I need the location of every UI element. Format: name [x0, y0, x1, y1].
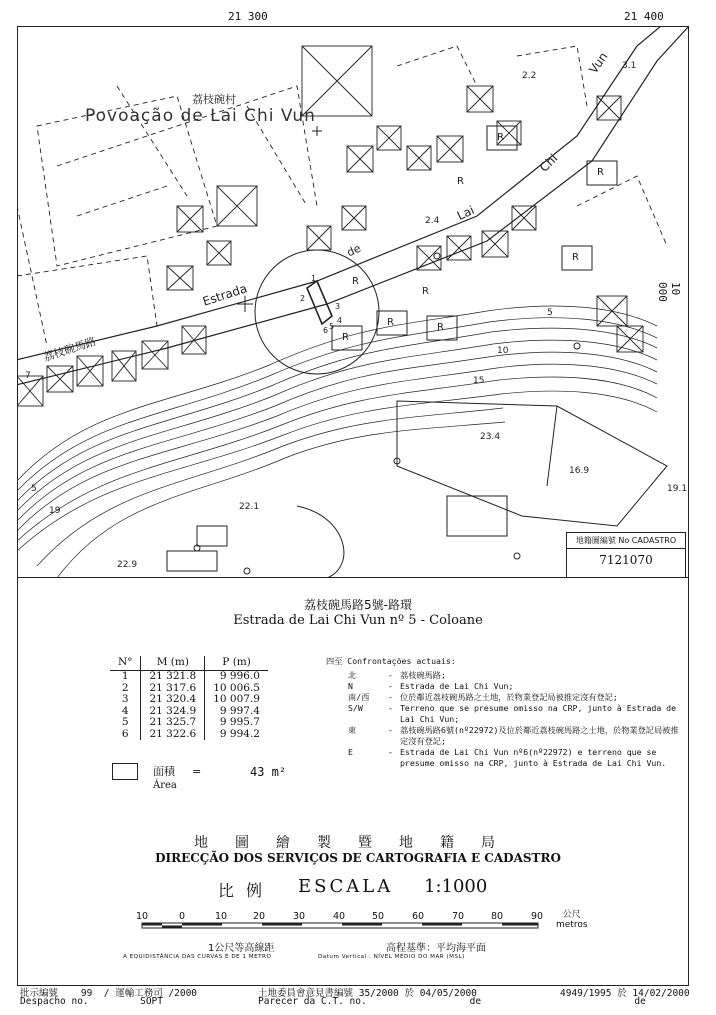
map-area — [17, 26, 689, 578]
datum-cn: 高程基準：平均海平面 — [386, 943, 486, 954]
parecer-line: 土地委員會意見書編號 35/2000 於 04/05/2000 — [258, 988, 477, 999]
col-header: M (m) — [141, 656, 205, 671]
direction-text: Terreno que se presume omisso na CRP, junto à Estrada de Lai Chi Vun; — [400, 703, 677, 724]
village-name-pt: Povoação de Lai Chi Vun — [85, 106, 316, 126]
scale-tick: 20 — [252, 911, 266, 922]
spot-height: 3.1 — [622, 61, 637, 71]
agency-name-pt: DIRECÇÃO DOS SERVIÇOS DE CARTOGRAFIA E CADASTRO — [155, 851, 561, 865]
scale-tick: 50 — [371, 911, 385, 922]
plot-label-r: R — [597, 167, 604, 178]
cadastro-box — [566, 532, 686, 578]
cadastro-number: 7121070 — [599, 553, 653, 567]
reference-label: de — [560, 996, 646, 1007]
direction-key: 東 — [348, 725, 357, 735]
datum-pt: Datum Vertical : NÍVEL MÉDIO DO MAR (MSL) — [318, 954, 465, 960]
grid-label-right: 21 400 — [624, 10, 664, 23]
spot-height: 19.1 — [667, 484, 688, 494]
coord-p: 10 007.9 — [205, 694, 268, 706]
vertex-number: 3 — [121, 693, 129, 705]
coordinates-table — [110, 656, 268, 740]
contour-label: 10 — [497, 346, 509, 356]
direction-key: 南/西 — [348, 692, 370, 702]
village-name-cn: 荔枝碗村 — [192, 93, 236, 106]
despacho-label: Despacho no. SOPT — [20, 996, 163, 1007]
direction-key: 北 — [348, 670, 357, 680]
street-label-chi: Chi — [536, 151, 561, 175]
scale-tick: 80 — [490, 911, 504, 922]
street-label-de: de — [344, 241, 363, 260]
equidistance-pt: A EQUIDISTÂNCIA DAS CURVAS É DE 1 METRO — [123, 954, 272, 960]
coord-m: 21 317.6 — [141, 683, 205, 695]
scale-tick: 0 — [178, 911, 186, 922]
plot-label-r: R — [387, 317, 394, 328]
confrontacao-row: 南/西 - 位於鄰近荔枝碗馬路之土地，於物業登記局被推定沒有登記; — [326, 692, 686, 703]
direction-text: 位於鄰近荔枝碗馬路之土地，於物業登記局被推定沒有登記; — [400, 692, 618, 702]
agency-name-cn: 地圖繪製暨地籍局 — [194, 835, 522, 851]
confrontacao-row: E - Estrada de Lai Chi Vun nº6(nº22972) e terreno que se presume omisso na CRP, junto à Estrada de Lai Chi Vun. — [326, 747, 686, 769]
grid-label-vertical: 10 000 — [656, 282, 682, 302]
vertex-label: 1 — [311, 274, 317, 283]
scale-tick: 70 — [451, 911, 465, 922]
vertex-number: 2 — [121, 681, 129, 694]
plot-label-r: R — [572, 252, 579, 263]
contour-label: 5 — [31, 484, 37, 494]
direction-text: 荔枝碗馬路; — [400, 670, 446, 680]
col-header: N° — [110, 656, 141, 671]
confrontacao-row: S/W - Terreno que se presume omisso na CRP, junto à Estrada de Lai Chi Vun; — [326, 703, 686, 725]
scale-value: 1:1000 — [424, 876, 488, 897]
scale-units — [556, 910, 588, 930]
plot-label-r: R — [342, 332, 349, 343]
vertex-number: 5 — [121, 716, 129, 728]
contour-label: 19 — [49, 506, 61, 516]
spot-height: 23.4 — [480, 432, 501, 442]
plot-label-r: R — [422, 286, 429, 297]
contour-label: 5 — [547, 308, 553, 318]
confrontacao-row: 東 - 荔枝碗馬路6號(nº22972)及位於鄰近荔枝碗馬路之土地，於物業登記局被推定沒有登記; — [326, 725, 686, 747]
scale-tick: 40 — [332, 911, 346, 922]
area-label-cn: 面積 — [153, 765, 175, 778]
plot-label-r: R — [457, 176, 464, 187]
spot-height: 2.2 — [522, 71, 537, 81]
scale-bar — [130, 920, 550, 934]
spot-height: 22.9 — [117, 560, 138, 570]
scale-tick: 90 — [530, 911, 544, 922]
plot-label-r: R — [352, 276, 359, 287]
street-label-lai: Lai — [454, 202, 477, 224]
coord-p: 9 997.4 — [205, 706, 268, 718]
scale-tick: 30 — [292, 911, 306, 922]
scale-tick: 10 — [214, 911, 228, 922]
spot-height: 2.4 — [425, 216, 440, 226]
title-cn: 荔枝碗馬路5號-路環 — [304, 598, 412, 612]
scale-label-pt: ESCALA — [298, 876, 394, 897]
unit-pt: metros — [556, 920, 588, 930]
coord-p: 9 995.7 — [205, 717, 268, 729]
col-header: P (m) — [205, 656, 268, 671]
coord-p: 9 996.0 — [205, 671, 268, 683]
direction-key: S/W — [348, 703, 363, 713]
street-label-estrada: Estrada — [200, 281, 249, 309]
confrontacoes-list — [326, 656, 686, 769]
scale-label-cn: 比例 — [218, 881, 275, 900]
direction-text: Estrada de Lai Chi Vun; — [400, 681, 514, 691]
vertex-number: 1 — [121, 670, 129, 682]
coord-m: 21 321.8 — [141, 671, 205, 683]
contour-label: 15 — [473, 376, 485, 386]
plot-label-r: R — [497, 132, 504, 143]
street-label-vun: Vun — [586, 49, 611, 77]
confrontacao-row: 北 - 荔枝碗馬路; — [326, 670, 686, 681]
area-equals: = — [192, 765, 202, 778]
vertex-number: 4 — [121, 704, 129, 717]
direction-text: 荔枝碗馬路6號(nº22972)及位於鄰近荔枝碗馬路之土地，於物業登記局被推定沒有登記; — [400, 725, 679, 746]
street-label-cn: 荔枝碗馬路 — [41, 334, 98, 365]
direction-key: E — [348, 747, 353, 757]
vertex-label: 4 — [337, 316, 343, 325]
area-legend-square — [112, 763, 138, 780]
confrontacoes-header: 四至 Confrontações actuais: — [326, 656, 456, 666]
scale-tick: 10 — [135, 911, 149, 922]
coord-m: 21 324.9 — [141, 706, 205, 718]
vertex-number: 6 — [121, 727, 129, 740]
direction-key: N — [348, 681, 353, 691]
vertex-label: 3 — [335, 302, 341, 311]
plot-label-r: R — [437, 322, 444, 333]
coord-m: 21 322.6 — [141, 729, 205, 741]
despacho-line: 批示編號 99 / 運輸工務司 /2000 — [20, 988, 198, 999]
coord-m: 21 320.4 — [141, 694, 205, 706]
reference-line: 4949/1995 於 14/02/2000 — [560, 988, 690, 999]
cadastro-header: 地籍圖編號 No CADASTRO — [567, 533, 685, 549]
direction-text: Estrada de Lai Chi Vun nº6(nº22972) e terreno que se presume omisso na CRP, junto à Estrada de Lai Chi Vun. — [400, 747, 667, 768]
spot-height: 16.9 — [569, 466, 590, 476]
confrontacao-row: N - Estrada de Lai Chi Vun; — [326, 681, 686, 692]
spot-height: 7 — [25, 371, 31, 381]
vertex-label: 2 — [300, 294, 306, 303]
title-pt: Estrada de Lai Chi Vun nº 5 - Coloane — [233, 613, 483, 628]
grid-label-left: 21 300 — [228, 10, 268, 23]
area-value: 43 m² — [250, 765, 287, 779]
spot-height: 22.1 — [239, 502, 260, 512]
unit-cn: 公尺 — [562, 910, 581, 920]
vertex-label: 6 — [323, 326, 329, 335]
coord-p: 10 006.5 — [205, 683, 268, 695]
parecer-label: Parecer da C.T. no. de — [258, 996, 482, 1007]
coord-p: 9 994.2 — [205, 729, 268, 741]
scale-tick: 60 — [411, 911, 425, 922]
equidistance-cn: 1公尺等高線距 — [208, 943, 275, 954]
coord-m: 21 325.7 — [141, 717, 205, 729]
area-label-pt: Área — [153, 780, 177, 791]
vertex-label: 5 — [329, 322, 335, 331]
